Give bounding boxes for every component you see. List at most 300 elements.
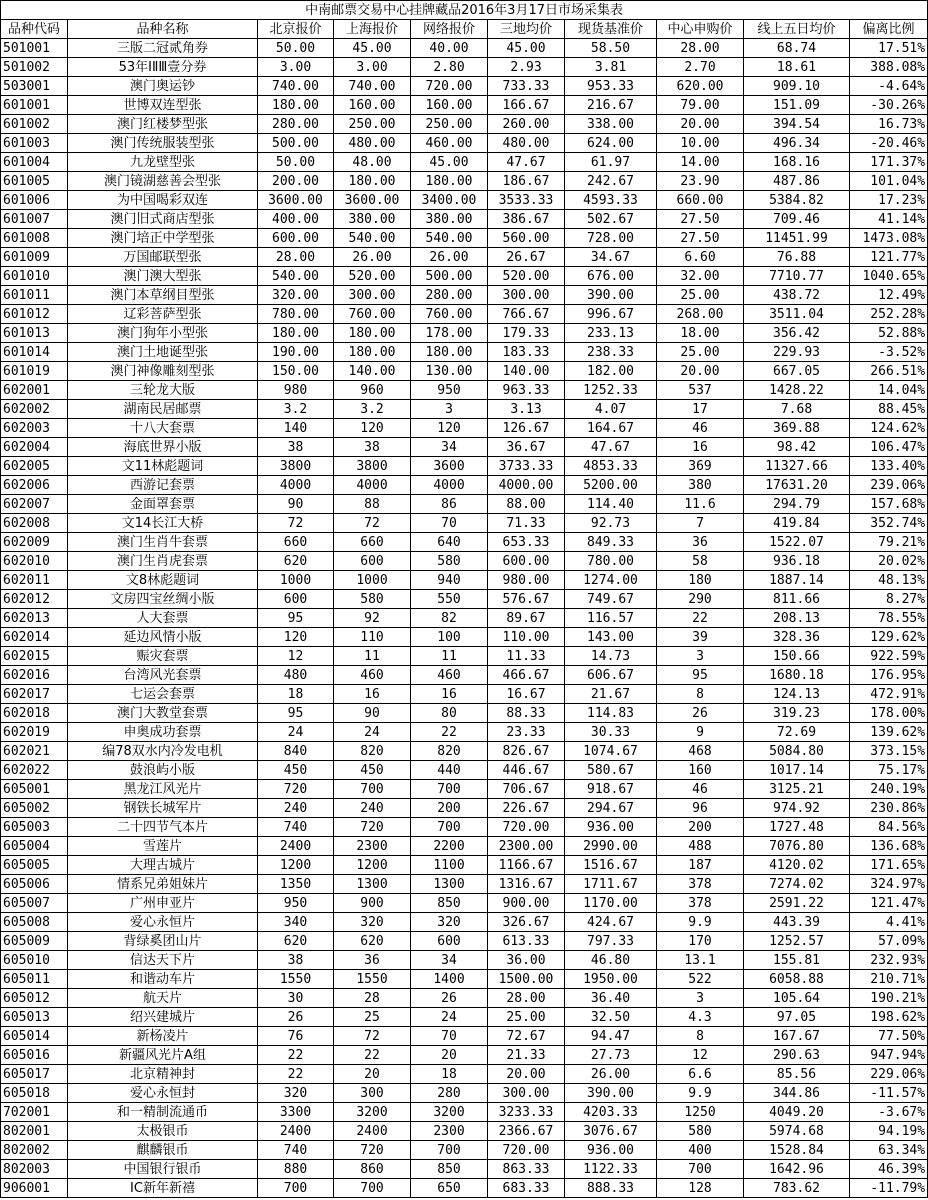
cell-name: 新疆风光片A组: [68, 1046, 258, 1065]
cell-code: 601003: [1, 134, 68, 153]
cell-shanghai: 1300: [334, 875, 411, 894]
cell-shanghai: 120: [334, 419, 411, 438]
cell-deviation: 947.94%: [850, 1046, 928, 1065]
cell-three-avg: 110.00: [488, 628, 565, 647]
cell-online: 950: [411, 381, 488, 400]
cell-three-avg: 1316.67: [488, 875, 565, 894]
cell-spot-price: 338.00: [565, 115, 657, 134]
cell-deviation: -4.64%: [850, 77, 928, 96]
cell-deviation: 190.21%: [850, 989, 928, 1008]
cell-beijing: 3.2: [258, 400, 334, 419]
cell-deviation: 41.14%: [850, 210, 928, 229]
cell-online: 3600: [411, 457, 488, 476]
table-row: [1, 305, 928, 324]
cell-three-avg: 520.00: [488, 267, 565, 286]
cell-three-avg: 733.33: [488, 77, 565, 96]
cell-code: 602002: [1, 400, 68, 419]
cell-center-price: 14.00: [657, 153, 744, 172]
cell-shanghai: 660: [334, 533, 411, 552]
cell-online: 2300: [411, 1122, 488, 1141]
cell-beijing: 780.00: [258, 305, 334, 324]
column-header-spot-price: 现货基准价: [565, 20, 657, 39]
cell-spot-price: 114.40: [565, 495, 657, 514]
table-row: [1, 495, 928, 514]
cell-five-day-avg: 7.68: [744, 400, 850, 419]
cell-center-price: 128: [657, 1179, 744, 1198]
cell-center-price: 10.00: [657, 134, 744, 153]
cell-three-avg: 1500.00: [488, 970, 565, 989]
cell-name: 人大套票: [68, 609, 258, 628]
cell-center-price: 580: [657, 1122, 744, 1141]
cell-spot-price: 116.57: [565, 609, 657, 628]
table-row: [1, 58, 928, 77]
table-row: [1, 951, 928, 970]
cell-shanghai: 540.00: [334, 229, 411, 248]
cell-three-avg: 446.67: [488, 761, 565, 780]
cell-code: 605014: [1, 1027, 68, 1046]
cell-shanghai: 38: [334, 438, 411, 457]
cell-center-price: 20.00: [657, 362, 744, 381]
cell-shanghai: 3.00: [334, 58, 411, 77]
cell-code: 602021: [1, 742, 68, 761]
cell-three-avg: 23.33: [488, 723, 565, 742]
table-row: [1, 400, 928, 419]
cell-beijing: 320: [258, 1084, 334, 1103]
table-row: [1, 837, 928, 856]
cell-name: 澳门旧式商店型张: [68, 210, 258, 229]
cell-spot-price: 47.67: [565, 438, 657, 457]
cell-shanghai: 88: [334, 495, 411, 514]
cell-online: 820: [411, 742, 488, 761]
column-header-code: 品种代码: [1, 20, 68, 39]
cell-deviation: -20.46%: [850, 134, 928, 153]
cell-beijing: 76: [258, 1027, 334, 1046]
cell-five-day-avg: 974.92: [744, 799, 850, 818]
cell-name: 澳门神像雕刻型张: [68, 362, 258, 381]
cell-code: 601012: [1, 305, 68, 324]
cell-code: 602017: [1, 685, 68, 704]
cell-name: 53年ⅠⅡⅢ壹分券: [68, 58, 258, 77]
cell-shanghai: 720: [334, 1141, 411, 1160]
cell-three-avg: 300.00: [488, 286, 565, 305]
cell-deviation: 77.50%: [850, 1027, 928, 1046]
cell-shanghai: 2300: [334, 837, 411, 856]
cell-shanghai: 11: [334, 647, 411, 666]
cell-shanghai: 300.00: [334, 286, 411, 305]
cell-name: 文11林彪题词: [68, 457, 258, 476]
cell-name: 三轮龙大版: [68, 381, 258, 400]
table-row: [1, 723, 928, 742]
cell-beijing: 72: [258, 514, 334, 533]
cell-beijing: 26: [258, 1008, 334, 1027]
cell-center-price: 378: [657, 875, 744, 894]
cell-three-avg: 47.67: [488, 153, 565, 172]
cell-five-day-avg: 11451.99: [744, 229, 850, 248]
cell-spot-price: 182.00: [565, 362, 657, 381]
cell-code: 601001: [1, 96, 68, 115]
cell-three-avg: 613.33: [488, 932, 565, 951]
cell-name: 和谐动车片: [68, 970, 258, 989]
cell-five-day-avg: 1017.14: [744, 761, 850, 780]
cell-shanghai: 600: [334, 552, 411, 571]
title-row: [1, 1, 928, 20]
cell-five-day-avg: 438.72: [744, 286, 850, 305]
cell-deviation: 88.45%: [850, 400, 928, 419]
cell-beijing: 190.00: [258, 343, 334, 362]
cell-code: 605002: [1, 799, 68, 818]
table-row: [1, 533, 928, 552]
cell-center-price: 378: [657, 894, 744, 913]
cell-three-avg: 720.00: [488, 818, 565, 837]
cell-five-day-avg: 294.79: [744, 495, 850, 514]
cell-online: 700: [411, 818, 488, 837]
cell-center-price: 11.6: [657, 495, 744, 514]
cell-beijing: 1350: [258, 875, 334, 894]
table-row: [1, 856, 928, 875]
cell-spot-price: 46.80: [565, 951, 657, 970]
cell-shanghai: 180.00: [334, 172, 411, 191]
cell-beijing: 500.00: [258, 134, 334, 153]
cell-name: 延边风情小版: [68, 628, 258, 647]
cell-code: 602014: [1, 628, 68, 647]
cell-online: 26: [411, 989, 488, 1008]
cell-center-price: 17: [657, 400, 744, 419]
cell-name: 二十四节气本片: [68, 818, 258, 837]
cell-three-avg: 4000.00: [488, 476, 565, 495]
cell-online: 1100: [411, 856, 488, 875]
cell-three-avg: 186.67: [488, 172, 565, 191]
cell-code: 605006: [1, 875, 68, 894]
cell-five-day-avg: 167.67: [744, 1027, 850, 1046]
cell-deviation: 94.19%: [850, 1122, 928, 1141]
cell-three-avg: 88.00: [488, 495, 565, 514]
table-row: [1, 457, 928, 476]
table-row: [1, 742, 928, 761]
cell-three-avg: 140.00: [488, 362, 565, 381]
cell-beijing: 540.00: [258, 267, 334, 286]
cell-online: 40.00: [411, 39, 488, 58]
cell-name: 澳门奥运钞: [68, 77, 258, 96]
cell-code: 602011: [1, 571, 68, 590]
cell-three-avg: 326.67: [488, 913, 565, 932]
cell-beijing: 400.00: [258, 210, 334, 229]
cell-center-price: 32.00: [657, 267, 744, 286]
cell-five-day-avg: 68.74: [744, 39, 850, 58]
cell-five-day-avg: 18.61: [744, 58, 850, 77]
cell-code: 802003: [1, 1160, 68, 1179]
cell-three-avg: 466.67: [488, 666, 565, 685]
cell-shanghai: 90: [334, 704, 411, 723]
cell-name: 十八大套票: [68, 419, 258, 438]
cell-shanghai: 300: [334, 1084, 411, 1103]
cell-spot-price: 233.13: [565, 324, 657, 343]
cell-three-avg: 1166.67: [488, 856, 565, 875]
cell-deviation: 176.95%: [850, 666, 928, 685]
cell-code: 601007: [1, 210, 68, 229]
cell-deviation: 388.08%: [850, 58, 928, 77]
cell-shanghai: 250.00: [334, 115, 411, 134]
cell-spot-price: 888.33: [565, 1179, 657, 1198]
cell-deviation: 17.51%: [850, 39, 928, 58]
cell-online: 120: [411, 419, 488, 438]
cell-shanghai: 140.00: [334, 362, 411, 381]
cell-three-avg: 26.67: [488, 248, 565, 267]
table-row: [1, 172, 928, 191]
cell-shanghai: 240: [334, 799, 411, 818]
table-row: [1, 1065, 928, 1084]
cell-five-day-avg: 290.63: [744, 1046, 850, 1065]
cell-beijing: 340: [258, 913, 334, 932]
cell-shanghai: 22: [334, 1046, 411, 1065]
cell-shanghai: 26.00: [334, 248, 411, 267]
cell-shanghai: 520.00: [334, 267, 411, 286]
cell-name: 澳门狗年小型张: [68, 324, 258, 343]
cell-center-price: 27.50: [657, 229, 744, 248]
cell-center-price: 20.00: [657, 115, 744, 134]
cell-three-avg: 600.00: [488, 552, 565, 571]
cell-shanghai: 72: [334, 514, 411, 533]
cell-shanghai: 1000: [334, 571, 411, 590]
cell-three-avg: 226.67: [488, 799, 565, 818]
cell-name: 赈灾套票: [68, 647, 258, 666]
cell-three-avg: 89.67: [488, 609, 565, 628]
cell-shanghai: 20: [334, 1065, 411, 1084]
cell-center-price: 39: [657, 628, 744, 647]
cell-spot-price: 21.67: [565, 685, 657, 704]
table-row: [1, 1103, 928, 1122]
cell-online: 580: [411, 552, 488, 571]
cell-online: 280.00: [411, 286, 488, 305]
cell-deviation: 139.62%: [850, 723, 928, 742]
table-row: [1, 419, 928, 438]
cell-three-avg: 560.00: [488, 229, 565, 248]
cell-three-avg: 2300.00: [488, 837, 565, 856]
cell-code: 601019: [1, 362, 68, 381]
column-header-beijing: 北京报价: [258, 20, 334, 39]
cell-deviation: 75.17%: [850, 761, 928, 780]
cell-center-price: 488: [657, 837, 744, 856]
cell-name: 文14长江大桥: [68, 514, 258, 533]
cell-five-day-avg: 124.13: [744, 685, 850, 704]
cell-spot-price: 242.67: [565, 172, 657, 191]
cell-three-avg: 179.33: [488, 324, 565, 343]
table-row: [1, 229, 928, 248]
cell-deviation: 16.73%: [850, 115, 928, 134]
cell-beijing: 700: [258, 1179, 334, 1198]
cell-spot-price: 797.33: [565, 932, 657, 951]
cell-center-price: 369: [657, 457, 744, 476]
cell-code: 601005: [1, 172, 68, 191]
cell-code: 602013: [1, 609, 68, 628]
cell-spot-price: 26.00: [565, 1065, 657, 1084]
cell-spot-price: 294.67: [565, 799, 657, 818]
cell-five-day-avg: 369.88: [744, 419, 850, 438]
cell-name: 鼓浪屿小版: [68, 761, 258, 780]
cell-spot-price: 953.33: [565, 77, 657, 96]
cell-five-day-avg: 7710.77: [744, 267, 850, 286]
cell-beijing: 1550: [258, 970, 334, 989]
cell-three-avg: 126.67: [488, 419, 565, 438]
cell-five-day-avg: 155.81: [744, 951, 850, 970]
cell-beijing: 90: [258, 495, 334, 514]
cell-deviation: 4.41%: [850, 913, 928, 932]
cell-shanghai: 900: [334, 894, 411, 913]
sheet-title: 中南邮票交易中心挂牌藏品2016年3月17日市场采集表: [1, 1, 928, 20]
cell-center-price: 23.90: [657, 172, 744, 191]
cell-beijing: 950: [258, 894, 334, 913]
cell-beijing: 180.00: [258, 324, 334, 343]
cell-code: 605003: [1, 818, 68, 837]
cell-three-avg: 20.00: [488, 1065, 565, 1084]
cell-five-day-avg: 168.16: [744, 153, 850, 172]
cell-center-price: 36: [657, 533, 744, 552]
cell-name: 西游记套票: [68, 476, 258, 495]
cell-deviation: 79.21%: [850, 533, 928, 552]
cell-online: 18: [411, 1065, 488, 1084]
cell-code: 802002: [1, 1141, 68, 1160]
header-row: [1, 20, 928, 39]
table-row: [1, 77, 928, 96]
cell-deviation: -11.57%: [850, 1084, 928, 1103]
cell-shanghai: 1550: [334, 970, 411, 989]
cell-shanghai: 820: [334, 742, 411, 761]
cell-spot-price: 30.33: [565, 723, 657, 742]
cell-center-price: 8: [657, 685, 744, 704]
column-header-name: 品种名称: [68, 20, 258, 39]
cell-spot-price: 390.00: [565, 1084, 657, 1103]
cell-five-day-avg: 11327.66: [744, 457, 850, 476]
cell-code: 602004: [1, 438, 68, 457]
cell-center-price: 18.00: [657, 324, 744, 343]
cell-spot-price: 936.00: [565, 818, 657, 837]
cell-code: 605005: [1, 856, 68, 875]
cell-five-day-avg: 328.36: [744, 628, 850, 647]
cell-center-price: 200: [657, 818, 744, 837]
cell-online: 380.00: [411, 210, 488, 229]
table-row: [1, 267, 928, 286]
cell-name: 澳门红楼梦型张: [68, 115, 258, 134]
cell-spot-price: 1122.33: [565, 1160, 657, 1179]
cell-name: 黑龙江风光片: [68, 780, 258, 799]
cell-deviation: 63.34%: [850, 1141, 928, 1160]
table-row: [1, 799, 928, 818]
cell-three-avg: 16.67: [488, 685, 565, 704]
cell-name: 海底世界小版: [68, 438, 258, 457]
cell-center-price: 7: [657, 514, 744, 533]
cell-beijing: 600: [258, 590, 334, 609]
cell-name: 为中国喝彩双连: [68, 191, 258, 210]
cell-deviation: 352.74%: [850, 514, 928, 533]
cell-center-price: 468: [657, 742, 744, 761]
cell-code: 605007: [1, 894, 68, 913]
cell-shanghai: 700: [334, 780, 411, 799]
cell-center-price: 290: [657, 590, 744, 609]
table-row: [1, 362, 928, 381]
cell-three-avg: 88.33: [488, 704, 565, 723]
cell-three-avg: 3533.33: [488, 191, 565, 210]
cell-deviation: 52.88%: [850, 324, 928, 343]
table-body: [1, 39, 928, 1198]
cell-center-price: 6.6: [657, 1065, 744, 1084]
cell-shanghai: 180.00: [334, 343, 411, 362]
cell-center-price: 27.50: [657, 210, 744, 229]
cell-five-day-avg: 344.86: [744, 1084, 850, 1103]
table-row: [1, 590, 928, 609]
cell-name: 九龙壁型张: [68, 153, 258, 172]
cell-name: 信达天下片: [68, 951, 258, 970]
cell-beijing: 28.00: [258, 248, 334, 267]
cell-center-price: 170: [657, 932, 744, 951]
cell-five-day-avg: 4049.20: [744, 1103, 850, 1122]
cell-center-price: 46: [657, 419, 744, 438]
cell-center-price: 95: [657, 666, 744, 685]
cell-online: 26.00: [411, 248, 488, 267]
cell-three-avg: 766.67: [488, 305, 565, 324]
cell-beijing: 1200: [258, 856, 334, 875]
cell-code: 602008: [1, 514, 68, 533]
cell-five-day-avg: 229.93: [744, 343, 850, 362]
column-header-online: 网络报价: [411, 20, 488, 39]
cell-code: 601002: [1, 115, 68, 134]
cell-five-day-avg: 7076.80: [744, 837, 850, 856]
cell-online: 11: [411, 647, 488, 666]
cell-three-avg: 36.00: [488, 951, 565, 970]
cell-name: 航天片: [68, 989, 258, 1008]
cell-name: 钢铁长城军片: [68, 799, 258, 818]
cell-spot-price: 92.73: [565, 514, 657, 533]
cell-spot-price: 32.50: [565, 1008, 657, 1027]
cell-deviation: 129.62%: [850, 628, 928, 647]
table-row: [1, 39, 928, 58]
cell-online: 500.00: [411, 267, 488, 286]
cell-online: 2.80: [411, 58, 488, 77]
cell-five-day-avg: 98.42: [744, 438, 850, 457]
cell-deviation: 136.68%: [850, 837, 928, 856]
cell-center-price: 400: [657, 1141, 744, 1160]
cell-online: 20: [411, 1046, 488, 1065]
table-row: [1, 552, 928, 571]
cell-three-avg: 3.13: [488, 400, 565, 419]
cell-online: 700: [411, 1141, 488, 1160]
cell-code: 601014: [1, 343, 68, 362]
cell-code: 601006: [1, 191, 68, 210]
cell-deviation: 124.62%: [850, 419, 928, 438]
cell-center-price: 79.00: [657, 96, 744, 115]
cell-deviation: 14.04%: [850, 381, 928, 400]
cell-center-price: 4.3: [657, 1008, 744, 1027]
cell-deviation: -11.79%: [850, 1179, 928, 1198]
cell-five-day-avg: 5084.80: [744, 742, 850, 761]
cell-shanghai: 760.00: [334, 305, 411, 324]
cell-online: 100: [411, 628, 488, 647]
cell-five-day-avg: 3511.04: [744, 305, 850, 324]
cell-center-price: 2.70: [657, 58, 744, 77]
cell-beijing: 2400: [258, 837, 334, 856]
cell-spot-price: 502.67: [565, 210, 657, 229]
cell-shanghai: 3.2: [334, 400, 411, 419]
cell-name: 世博双连型张: [68, 96, 258, 115]
cell-center-price: 160: [657, 761, 744, 780]
cell-center-price: 8: [657, 1027, 744, 1046]
cell-shanghai: 72: [334, 1027, 411, 1046]
cell-beijing: 180.00: [258, 96, 334, 115]
cell-name: 澳门生肖牛套票: [68, 533, 258, 552]
cell-three-avg: 260.00: [488, 115, 565, 134]
cell-center-price: 187: [657, 856, 744, 875]
cell-deviation: 324.97%: [850, 875, 928, 894]
cell-deviation: 171.37%: [850, 153, 928, 172]
cell-code: 602003: [1, 419, 68, 438]
